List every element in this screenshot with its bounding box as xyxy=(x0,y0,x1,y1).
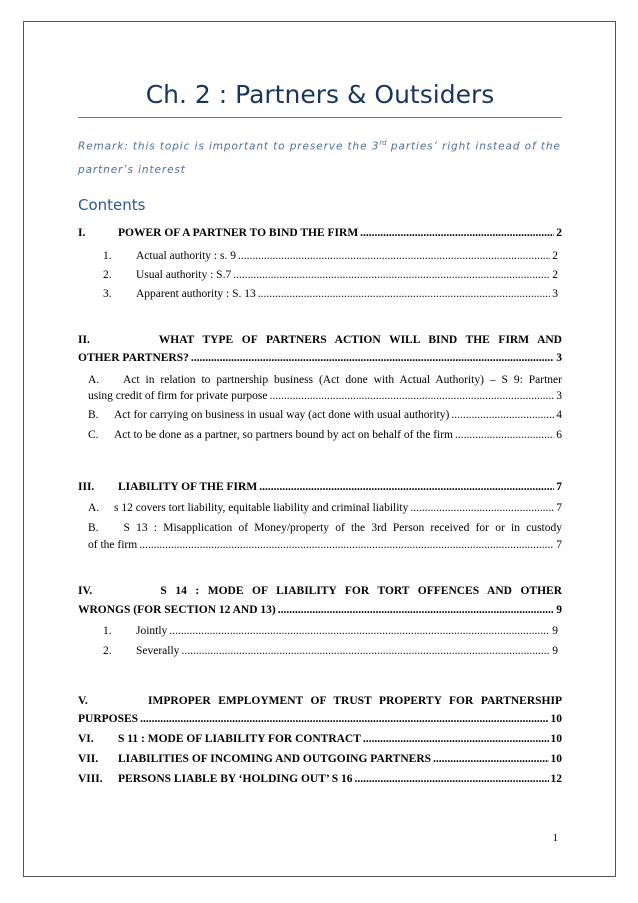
toc-leader xyxy=(269,390,554,402)
toc-page: 2 xyxy=(552,269,558,281)
toc-entry-4-2[interactable] xyxy=(103,645,558,657)
toc-leader xyxy=(360,227,554,239)
toc-page: 3 xyxy=(552,288,558,300)
toc-leader xyxy=(363,733,549,745)
toc-num: 2. xyxy=(103,269,112,281)
toc-entry-2-a-line2[interactable] xyxy=(88,390,562,402)
remark-superscript: rd xyxy=(379,139,387,147)
toc-label: LIABILITY OF THE FIRM xyxy=(118,481,258,493)
toc-leader xyxy=(259,481,554,493)
toc-leader xyxy=(139,539,554,551)
document-title: Ch. 2 : Partners & Outsiders xyxy=(145,80,495,109)
toc-num: A. xyxy=(88,502,100,514)
toc-page: 9 xyxy=(552,625,558,637)
toc-label: Act for carrying on business in usual way (act done with usual authority) xyxy=(114,409,450,421)
toc-num: II. xyxy=(78,334,90,346)
toc-leader xyxy=(258,288,550,300)
toc-page: 9 xyxy=(556,604,562,616)
toc-entry-1-1[interactable] xyxy=(103,250,558,262)
toc-leader xyxy=(233,269,550,281)
toc-page: 6 xyxy=(556,429,562,441)
toc-entry-2-c[interactable] xyxy=(88,429,562,441)
toc-num: A. xyxy=(88,374,100,386)
toc-num: I. xyxy=(78,227,86,239)
remark-line2: partner’s interest xyxy=(78,163,186,176)
toc-entry-section-5-line2[interactable] xyxy=(78,713,562,725)
toc-num: C. xyxy=(88,429,99,441)
toc-entry-3-b-line1[interactable] xyxy=(88,522,562,534)
remark-part1: Remark: this topic is important to preserve the 3 xyxy=(78,140,380,153)
toc-leader xyxy=(410,502,554,514)
toc-entry-section-4-line1[interactable] xyxy=(78,585,562,597)
toc-label: IMPROPER EMPLOYMENT OF TRUST PROPERTY FOR PARTNERSHIP xyxy=(148,695,563,707)
toc-label: of the firm xyxy=(88,539,138,551)
toc-label: Actual authority : s. 9 xyxy=(136,250,236,262)
toc-page: 7 xyxy=(556,502,562,514)
toc-label: OTHER PARTNERS? xyxy=(78,352,189,364)
toc-label: POWER OF A PARTNER TO BIND THE FIRM xyxy=(118,227,359,239)
toc-page: 3 xyxy=(556,390,562,402)
toc-entry-section-4-line2[interactable] xyxy=(78,604,562,616)
toc-page: 3 xyxy=(556,352,562,364)
toc-page: 2 xyxy=(556,227,562,239)
toc-entry-section-3[interactable] xyxy=(78,481,562,493)
toc-page: 10 xyxy=(550,733,562,745)
toc-leader xyxy=(181,645,550,657)
toc-label: WHAT TYPE OF PARTNERS ACTION WILL BIND THE FIRM AND xyxy=(158,334,562,346)
toc-entry-section-2-line1[interactable] xyxy=(78,334,562,346)
toc-entry-section-1[interactable] xyxy=(78,227,562,239)
title-underline xyxy=(78,117,562,118)
toc-label: s 12 covers tort liability, equitable liability and criminal liability xyxy=(114,502,409,514)
toc-entry-section-5-line1[interactable] xyxy=(78,695,562,707)
toc-label: Act to be done as a partner, so partners bound by act on behalf of the firm xyxy=(114,429,453,441)
toc-num: V. xyxy=(78,695,88,707)
toc-entry-1-2[interactable] xyxy=(103,269,558,281)
toc-label: S 14 : MODE OF LIABILITY FOR TORT OFFENCES AND OTHER xyxy=(160,585,562,597)
toc-page: 9 xyxy=(552,645,558,657)
toc-num: III. xyxy=(78,481,95,493)
toc-entry-3-a[interactable] xyxy=(88,502,562,514)
toc-leader xyxy=(355,773,549,785)
toc-num: IV. xyxy=(78,585,93,597)
toc-num: VII. xyxy=(78,753,99,765)
toc-label: S 13 : Misapplication of Money/property of the 3rd Person received for or in custody xyxy=(123,522,562,534)
toc-num: VIII. xyxy=(78,773,103,785)
toc-label: Severally xyxy=(136,645,180,657)
toc-label: WRONGS (FOR SECTION 12 AND 13) xyxy=(78,604,276,616)
toc-page: 10 xyxy=(550,713,562,725)
toc-page: 10 xyxy=(550,753,562,765)
toc-entry-1-3[interactable] xyxy=(103,288,558,300)
toc-label: S 11 : MODE OF LIABILITY FOR CONTRACT xyxy=(118,733,361,745)
toc-label: PERSONS LIABLE BY ‘HOLDING OUT’ S 16 xyxy=(118,773,353,785)
toc-leader xyxy=(455,429,554,441)
toc-num: 2. xyxy=(103,645,112,657)
toc-label: PURPOSES xyxy=(78,713,139,725)
toc-page: 4 xyxy=(556,409,562,421)
remark-part2: parties’ right instead of the xyxy=(386,140,561,153)
toc-label: LIABILITIES OF INCOMING AND OUTGOING PARTNERS xyxy=(118,753,432,765)
toc-label: using credit of firm for private purpose xyxy=(88,390,268,402)
toc-entry-2-a-line1[interactable] xyxy=(88,374,562,386)
remark-text xyxy=(78,132,562,182)
toc-label: Jointly xyxy=(136,625,168,637)
toc-leader xyxy=(140,713,548,725)
toc-leader xyxy=(169,625,550,637)
toc-leader xyxy=(451,409,554,421)
toc-leader xyxy=(238,250,550,262)
toc-leader xyxy=(433,753,548,765)
toc-entry-section-8[interactable] xyxy=(78,773,562,785)
toc-leader xyxy=(278,604,554,616)
toc-num: B. xyxy=(88,409,99,421)
toc-num: B. xyxy=(88,522,99,534)
contents-heading: Contents xyxy=(78,196,146,214)
toc-entry-section-2-line2[interactable] xyxy=(78,352,562,364)
toc-leader xyxy=(191,352,554,364)
toc-page: 2 xyxy=(552,250,558,262)
toc-num: 1. xyxy=(103,250,112,262)
toc-page: 7 xyxy=(556,481,562,493)
toc-entry-section-6[interactable] xyxy=(78,733,562,745)
page-number: 1 xyxy=(552,832,558,844)
toc-num: 3. xyxy=(103,288,112,300)
toc-entry-section-7[interactable] xyxy=(78,753,562,765)
toc-entry-4-1[interactable] xyxy=(103,625,558,637)
toc-page: 12 xyxy=(550,773,562,785)
toc-num: VI. xyxy=(78,733,94,745)
toc-page: 7 xyxy=(556,539,562,551)
toc-entry-3-b-line2[interactable] xyxy=(88,539,562,551)
toc-label: Apparent authority : S. 13 xyxy=(136,288,256,300)
toc-label: Usual authority : S.7 xyxy=(136,269,232,281)
toc-entry-2-b[interactable] xyxy=(88,409,562,421)
toc-num: 1. xyxy=(103,625,112,637)
toc-label: Act in relation to partnership business (Act done with Actual Authority) – S 9: Partner xyxy=(122,374,562,386)
